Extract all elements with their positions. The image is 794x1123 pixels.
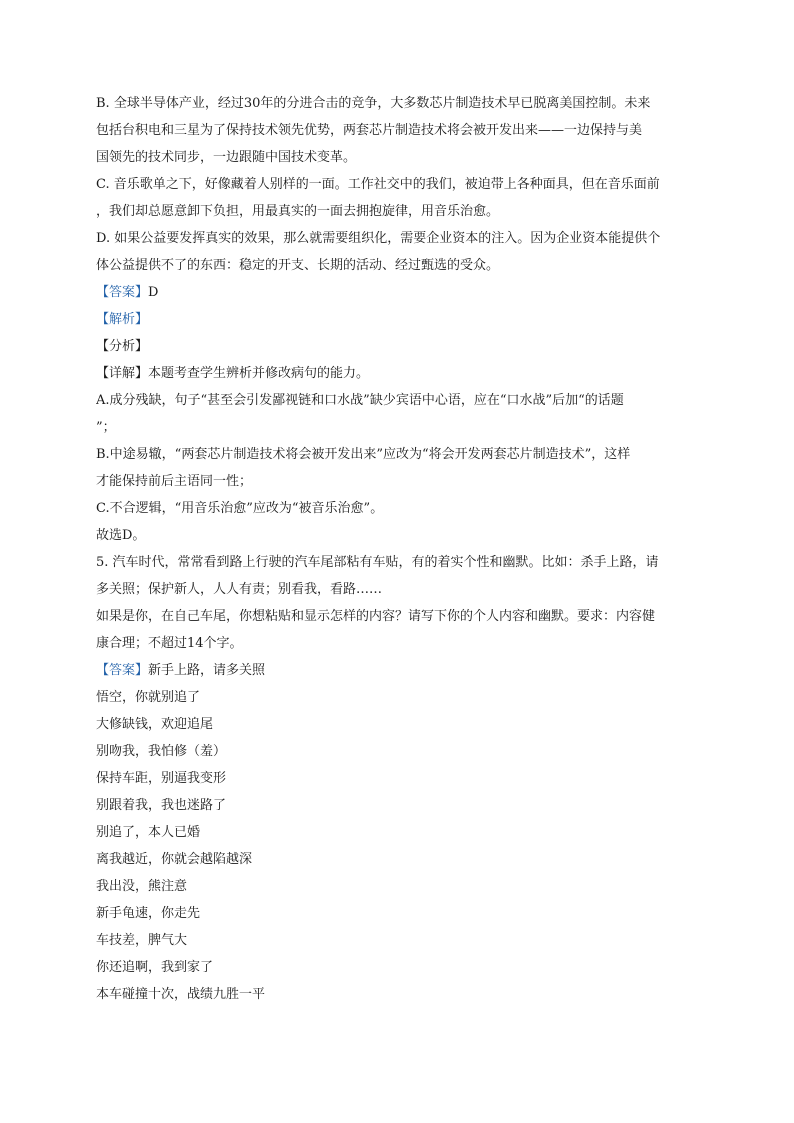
option-c-line-2: ，我们却总愿意卸下负担，用最真实的一面去拥抱旋律，用音乐治愈。 — [96, 204, 500, 219]
answer-first: 新手上路，请多关照 — [148, 663, 266, 678]
answer-item: 你还追啊，我到家了 — [96, 960, 214, 975]
option-d-line-1: D. 如果公益要发挥真实的效果，那么就需要组织化，需要企业资本的注入。因为企业资本能提供个 — [96, 231, 661, 246]
answer-item: 别追了，本人已婚 — [96, 825, 201, 840]
explain-line-2: ”； — [96, 420, 116, 435]
detail-text: 本题考查学生辨析并修改病句的能力。 — [148, 366, 370, 381]
answer-tag: 【答案】 — [96, 663, 149, 678]
analysis-heading — [96, 306, 700, 333]
answer-item: 我出没，熊注意 — [96, 879, 188, 894]
q5-line-2: 多关照；保护新人，人人有责；别看我，看路…… — [96, 582, 383, 597]
explain-line-4: 才能保持前后主语同一性； — [96, 474, 253, 489]
answer-item: 大修缺钱，欢迎追尾 — [96, 717, 214, 732]
explain-line-5: C.不合逻辑，“用音乐治愈”应改为“被音乐治愈”。 — [96, 501, 384, 516]
answer-4 — [96, 279, 700, 306]
detail-tag: 【详解】 — [96, 366, 149, 381]
option-c-line-1: C. 音乐歌单之下，好像藏着人别样的一面。工作社交中的我们，被迫带上各种面具，但在音乐面前 — [96, 177, 660, 192]
answer-item: 离我越近，你就会越陷越深 — [96, 852, 253, 867]
explain-line-3: B.中途易辙，“两套芯片制造技术将会被开发出来”应改为“将会开发两套芯片制造技术”，这样 — [96, 447, 631, 462]
answer-item: 别吻我，我怕修（羞） — [96, 744, 227, 759]
answer-item: 保持车距，别逼我变形 — [96, 771, 227, 786]
q5-line-1: 5. 汽车时代，常常看到路上行驶的汽车尾部粘有车贴，有的着实个性和幽默。比如：杀手上路，请 — [96, 555, 659, 570]
option-b-line-3: 国领先的技术同步，一边跟随中国技术变革。 — [96, 150, 357, 165]
answer-item: 别跟着我，我也迷路了 — [96, 798, 227, 813]
answer-item: 悟空，你就别追了 — [96, 690, 201, 705]
option-b-line-1: B. 全球半导体产业，经过30年的分进合击的竞争，大多数芯片制造技术早已脱离美国控制。未来 — [96, 96, 651, 111]
answer-value: D — [148, 285, 159, 300]
option-b-line-2: 包括台积电和三星为了保持技术领先优势，两套芯片制造技术将会被开发出来——一边保持与美 — [96, 123, 643, 138]
q5-line-4: 康合理；不超过14个字。 — [96, 636, 243, 651]
answer-item: 新手龟速，你走先 — [96, 906, 201, 921]
detail-line — [96, 360, 700, 387]
fenxi-heading: 【分析】 — [96, 339, 149, 354]
question-body — [96, 90, 700, 1008]
explain-line-1: A.成分残缺，句子“甚至会引发鄙视链和口水战”缺少宾语中心语，应在“口水战”后加“的话题 — [96, 393, 624, 408]
analysis-tag: 【解析】 — [96, 312, 149, 327]
answer-item: 车技差，脾气大 — [96, 933, 188, 948]
q5-line-3: 如果是你，在自己车尾，你想粘贴和显示怎样的内容？请写下你的个人内容和幽默。要求：内容健 — [96, 609, 656, 624]
explain-line-6: 故选D。 — [96, 528, 146, 543]
answer-5 — [96, 657, 700, 684]
answer-tag: 【答案】 — [96, 285, 149, 300]
answer-item: 本车碰撞十次，战绩九胜一平 — [96, 987, 266, 1002]
option-d-line-2: 体公益提供不了的东西：稳定的开支、长期的活动、经过甄选的受众。 — [96, 258, 500, 273]
